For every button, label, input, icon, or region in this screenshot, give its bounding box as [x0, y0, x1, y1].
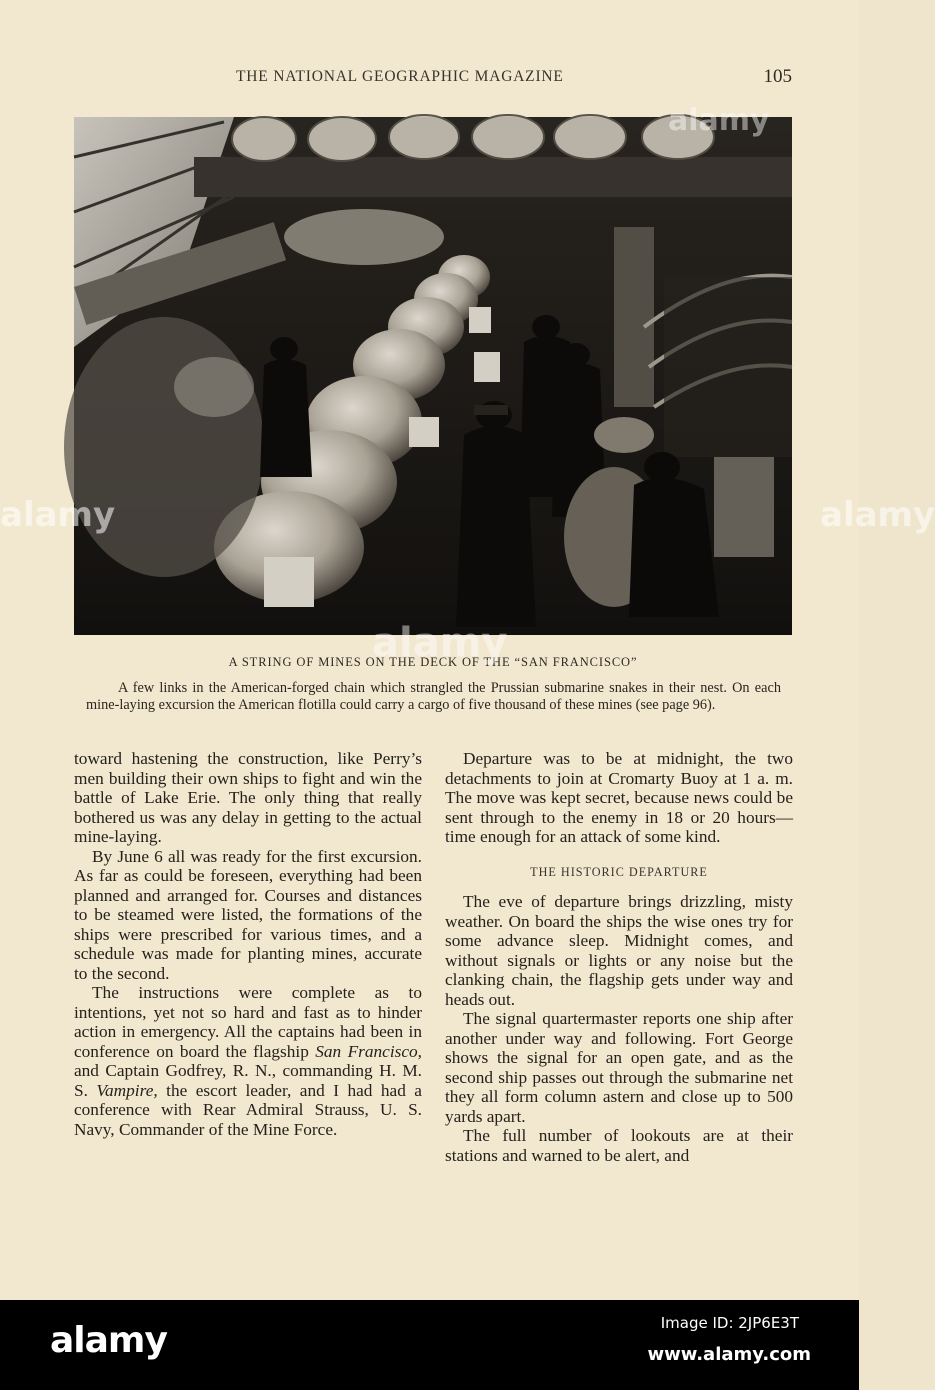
paragraph	[74, 983, 422, 1139]
left-column	[74, 749, 422, 1139]
watermark-photo: alamy	[668, 103, 770, 138]
paragraph-text: the escort leader, and I had had a conference with Rear Admiral Strauss, U. S. Navy, Commander of the Mine Force.	[74, 1080, 422, 1139]
watermark-edge-left: alamy	[0, 495, 116, 535]
paragraph: By June 6 all was ready for the first excursion. As far as could be foreseen, everything had been planned and arranged for. Courses and distances to be steamed were listed, the formations of the ships were prescribed for various times, and a schedule was made for planting mines, accurate to the second.	[74, 846, 422, 983]
caption-body: A few links in the American-forged chain which strangled the Prussian submarine snakes in their nest. On each mine-laying excursion the American flotilla could carry a cargo of five thousand of these mines (see page 96).	[86, 680, 781, 713]
alamy-logo: alamy	[50, 1320, 167, 1361]
paragraph-text: and Captain Godfrey, R. N., commanding H. M. S.	[74, 1061, 422, 1100]
paragraph: toward hastening the construction, like Perry’s men building their own ships to fight and win the battle of Lake Erie. The only thing that really bothered us was any delay in getting to the actual mine-laying.	[74, 749, 422, 846]
paragraph: The eve of departure brings drizzling, misty weather. On board the ships the wise ones try for some advance sleep. Midnight comes, and without signals or lights or any noise but the clanking chain, the flagship gets under way and heads out.	[445, 892, 793, 1009]
ship-name: Vampire,	[96, 1080, 158, 1100]
paragraph: The full number of lookouts are at their stations and warned to be alert, and	[445, 1126, 793, 1165]
mines-on-deck-photo	[74, 117, 792, 635]
caption-title: A STRING OF MINES ON THE DECK OF THE “SAN FRANCISCO”	[228, 655, 638, 669]
watermark-edge-right: alamy	[820, 495, 935, 535]
paragraph: Departure was to be at midnight, the two detachments to join at Cromarty Buoy at 1 a. m. The move was kept secret, because news could be sent through to the enemy in 18 or 20 hours—time enough for an attack of some kind.	[445, 749, 793, 846]
running-head	[74, 68, 792, 92]
image-id: Image ID: 2JP6E3T	[660, 1314, 799, 1332]
paragraph: The signal quartermaster reports one ship after another under way and following. Fort George shows the signal for an open gate, and as the second ship passes out through the submarine net they all form column astern and close up to 500 yards apart.	[445, 1009, 793, 1126]
ship-name: San Francisco,	[315, 1041, 422, 1061]
right-column	[445, 749, 793, 1165]
section-subhead: THE HISTORIC DEPARTURE	[530, 864, 708, 879]
magazine-title: THE NATIONAL GEOGRAPHIC MAGAZINE	[236, 68, 564, 85]
page-number: 105	[763, 66, 792, 87]
paragraph-text: The instructions were complete as to intentions, yet not so hard and fast as to hinder action in emergency. All the captains had been in conference on board the flagship	[74, 983, 422, 1061]
watermark-footer	[0, 1300, 859, 1390]
site-url: www.alamy.com	[647, 1344, 811, 1365]
watermark-center: alamy	[372, 620, 508, 666]
